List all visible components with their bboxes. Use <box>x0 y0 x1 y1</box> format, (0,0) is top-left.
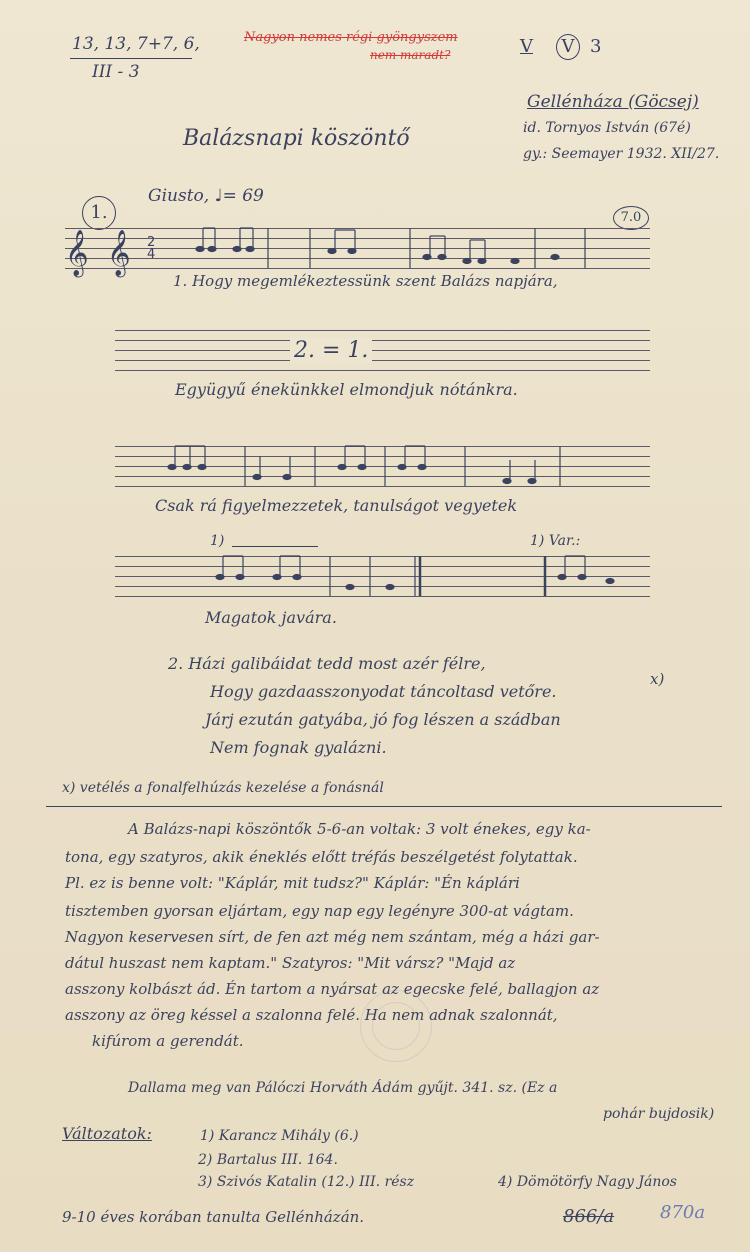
song-number: 1. <box>82 196 116 230</box>
note-line-3: Pl. ez is benne volt: "Káplár, mit tudsz?" Káplár: "Én káplári <box>65 874 520 892</box>
verse2-mark: x) <box>650 670 665 688</box>
lyrics-line-4: Magatok javára. <box>205 608 337 627</box>
code-3: 3 <box>590 36 602 57</box>
header-numbers: 13, 13, 7+7, 6, <box>72 34 200 54</box>
variant-item-1: 1) Karancz Mihály (6.) <box>200 1128 359 1144</box>
staff-2 <box>115 330 650 372</box>
page-title: Balázsnapi köszöntő <box>183 126 410 151</box>
red-note-2: nem maradt? <box>370 48 451 62</box>
header-divider <box>70 58 192 59</box>
variant-label: 1) Var.: <box>530 533 581 549</box>
collector: gy.: Seemayer 1932. XII/27. <box>523 146 720 162</box>
repeat-mark: 2. = 1. <box>290 338 372 363</box>
staff-3 <box>115 446 650 488</box>
svg-text:𝄞: 𝄞 <box>107 230 131 276</box>
note-line-7: asszony kolbászt ád. Én tartom a nyársat az egecske felé, ballagjon az <box>65 980 600 998</box>
note-line-9: kifúrom a gerendát. <box>92 1032 244 1050</box>
note-line-4: tisztemben gyorsan eljártam, egy nap egy legényre 300-at vágtam. <box>65 902 574 920</box>
staff-1-notes <box>65 220 650 280</box>
note-line-1: A Balázs-napi köszöntők 5-6-an voltak: 3 volt énekes, egy ka- <box>128 820 591 838</box>
verse2-line-2: Hogy gazdaasszonyodat táncoltasd vetőre. <box>210 682 557 701</box>
variant-mark: 1) <box>210 533 225 549</box>
staff-4 <box>115 556 650 598</box>
lyrics-line-1: 1. Hogy megemlékeztessünk szent Balázs napjára, <box>173 272 558 290</box>
footnote: x) vetélés a fonalfelhúzás kezelése a fonásnál <box>62 780 384 796</box>
red-note-1: Nagyon nemes régi gyöngyszem <box>244 30 458 45</box>
variant-item-4: 4) Dömötörfy Nagy János <box>498 1174 677 1190</box>
variant-line <box>232 546 318 547</box>
place: Gellénháza (Göcsej) <box>527 92 699 112</box>
header-section: III - 3 <box>92 62 140 82</box>
svg-text:𝄞: 𝄞 <box>65 230 89 276</box>
lyrics-line-3: Csak rá figyelmezzetek, tanulságot vegyetek <box>155 496 518 515</box>
reference-line-2: pohár bujdosik) <box>603 1106 715 1122</box>
staff-1 <box>65 228 650 276</box>
tempo-marking: Giusto, ♩= 69 <box>148 186 264 206</box>
note-line-2: tona, egy szatyros, akik éneklés előtt tréfás beszélgetést folytattak. <box>65 848 578 866</box>
bottom-note: 9-10 éves korában tanulta Gellénházán. <box>62 1208 365 1226</box>
staff-4-notes <box>115 548 650 608</box>
bracket-number: 7.0 <box>613 206 649 230</box>
staff-3-notes <box>115 438 650 498</box>
shelf-number-2: 870a <box>660 1202 706 1223</box>
variant-item-2: 2) Bartalus III. 164. <box>198 1152 338 1168</box>
shelf-number-1: 866/a <box>563 1206 615 1227</box>
verse2-line-1: 2. Házi galibáidat tedd most azér félre, <box>168 654 486 673</box>
note-line-6: dátul huszast nem kaptam." Szatyros: "Mit vársz? "Majd az <box>65 954 516 972</box>
singer: id. Tornyos István (67é) <box>523 120 691 136</box>
svg-text:4: 4 <box>147 247 156 262</box>
verse2-line-4: Nem fognak gyalázni. <box>210 738 387 757</box>
lyrics-line-2: Együgyű énekünkkel elmondjuk nótánkra. <box>175 380 518 399</box>
code-1: V <box>520 36 533 57</box>
svg-text:2: 2 <box>147 235 156 250</box>
footnote-divider <box>46 806 722 807</box>
variants-label: Változatok: <box>62 1124 152 1143</box>
verse2-line-3: Járj ezután gatyába, jó fog lészen a szádban <box>205 710 561 729</box>
code-2: V <box>556 34 580 60</box>
note-line-8: asszony az öreg késsel a szalonna felé. Ha nem adnak szalonnát, <box>65 1006 558 1024</box>
reference-line-1: Dallama meg van Pálóczi Horváth Ádám gyűjt. 341. sz. (Ez a <box>128 1080 558 1096</box>
variant-item-3: 3) Szivós Katalin (12.) III. rész <box>198 1174 415 1190</box>
note-line-5: Nagyon keservesen sírt, de fen azt még nem szántam, még a házi gar- <box>65 928 600 946</box>
